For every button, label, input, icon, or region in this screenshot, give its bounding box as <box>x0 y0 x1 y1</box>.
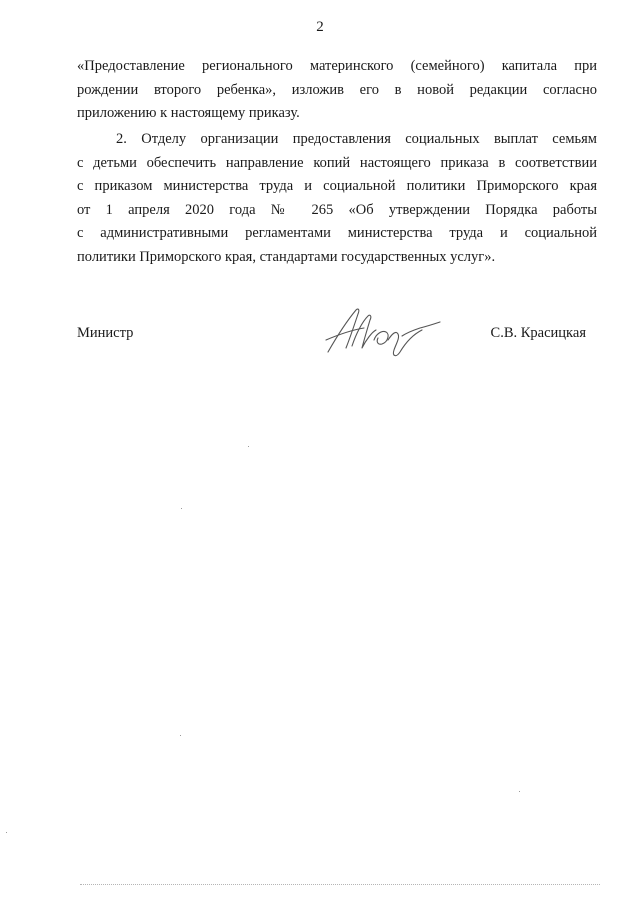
signatory-name: С.В. Красицкая <box>490 325 586 341</box>
paragraph-1 <box>77 55 597 126</box>
scan-edge-artifact <box>80 884 600 887</box>
paragraph-2-line: с административными регламентами министерства труда и социальной <box>77 225 597 241</box>
paragraph-2-line: с детьми обеспечить направление копий настоящего приказа в соответствии <box>77 154 597 171</box>
scan-speck <box>248 446 249 447</box>
paragraph-1-line: приложению к настоящему приказу. <box>77 105 300 121</box>
paragraph-2-line: с приказом министерства труда и социальной политики Приморского края <box>77 178 597 194</box>
signature-block <box>77 320 597 360</box>
paragraph-2-line: 2. Отделу организации предоставления социальных выплат семьям <box>116 131 597 147</box>
scan-speck <box>181 508 182 509</box>
page-number: 2 <box>316 19 324 35</box>
signatory-title: Министр <box>77 325 134 341</box>
handwritten-signature <box>322 300 452 360</box>
paragraph-2-line: политики Приморского края, стандартами государственных услуг». <box>77 248 496 265</box>
scan-speck <box>6 832 7 833</box>
paragraph-1-line: «Предоставление регионального материнского (семейного) капитала при <box>77 58 597 74</box>
paragraph-1-line: рождении второго ребенка», изложив его в новой редакции согласно <box>77 81 597 98</box>
scan-speck <box>519 791 520 792</box>
paragraph-2-line: от 1 апреля 2020 года № 265 «Об утверждении Порядка работы <box>77 201 597 218</box>
scan-speck <box>180 735 181 736</box>
paragraph-2 <box>77 128 597 269</box>
